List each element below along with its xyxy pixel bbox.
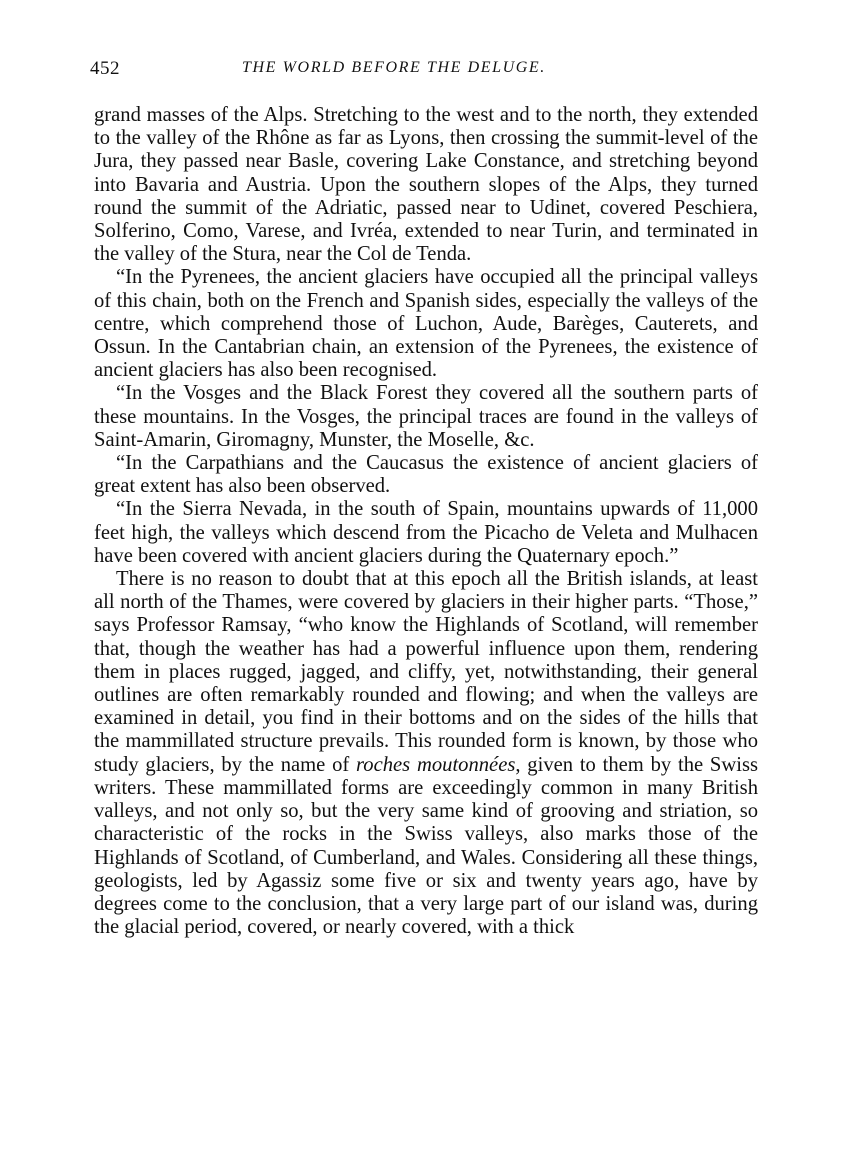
paragraph-text: “In the Carpathians and the Caucasus the existence of ancient glaciers of great extent has also been observed. — [94, 452, 758, 498]
paragraph-carpathians — [94, 452, 758, 498]
italic-term: roches moutonnées — [356, 753, 516, 776]
paragraph-british-islands — [94, 568, 758, 939]
paragraph-sierra-nevada — [94, 498, 758, 568]
body-text — [94, 104, 758, 939]
paragraph-vosges — [94, 382, 758, 452]
paragraph-text: “In the Sierra Nevada, in the south of Spain, mountains upwards of 11,000 feet high, the valleys which descend from the Picacho de Veleta and Mulhacen have been covered with ancient glaciers during the Quaternary epoch.” — [94, 498, 758, 567]
paragraph-text-continued: , given to them by the Swiss writers. These mammillated forms are exceedingly common in many British valleys, and not only so, but the very same kind of grooving and striation, so characteristic of the rocks in the Swiss valleys, also marks those of the Highlands of Scotland, of Cumberland, and Wales. Considering all these things, geologists, led by Agassiz some five or six and twenty years ago, have by degrees come to the conclusion, that a very large part of our island was, during the glacial period, covered, or nearly covered, with a thick — [94, 753, 759, 939]
paragraph-text: “In the Vosges and the Black Forest they covered all the southern parts of these mountains. In the Vosges, the principal traces are found in the valleys of Saint-Amarin, Giromagny, Munster, the Moselle, &c. — [94, 382, 758, 451]
page-header — [90, 58, 758, 88]
paragraph-alps — [94, 104, 758, 266]
paragraph-pyrenees — [94, 266, 758, 382]
paragraph-text: grand masses of the Alps. Stretching to the west and to the north, they extended to the valley of the Rhône as far as Lyons, then crossing the summit-level of the Jura, they passed near Basle, covering Lake Constance, and stretching beyond into Bavaria and Austria. Upon the southern slopes of the Alps, they turned round the summit of the Adriatic, passed near to Udinet, covered Peschiera, Solferino, Como, Varese, and Ivréa, extended to near Turin, and terminated in the valley of the Stura, near the Col de Tenda. — [94, 104, 758, 266]
book-page — [90, 58, 759, 939]
page-number: 452 — [90, 58, 120, 79]
paragraph-text: “In the Pyrenees, the ancient glaciers have occupied all the principal valleys of this chain, both on the French and Spanish sides, especially the valleys of the centre, which comprehend those of Luchon, Aude, Barèges, Cauterets, and Ossun. In the Cantabrian chain, an extension of the Pyrenees, the existence of ancient glaciers has also been recognised. — [94, 266, 758, 382]
paragraph-text: There is no reason to doubt that at this epoch all the British islands, at least all north of the Thames, were covered by glaciers in their higher parts. “Those,” says Professor Ramsay, “who know the Highlands of Scotland, will remember that, though the weather has had a powerful influence upon them, rendering them in places rugged, jagged, and cliffy, yet, notwithstanding, their general outlines are often remarkably rounded and flowing; and when the valleys are examined in detail, you find in their bottoms and on the sides of the hills that the mammillated structure prevails. This rounded form is known, by those who study glaciers, by the name of — [94, 568, 758, 776]
running-title: THE WORLD BEFORE THE DELUGE. — [242, 59, 546, 76]
